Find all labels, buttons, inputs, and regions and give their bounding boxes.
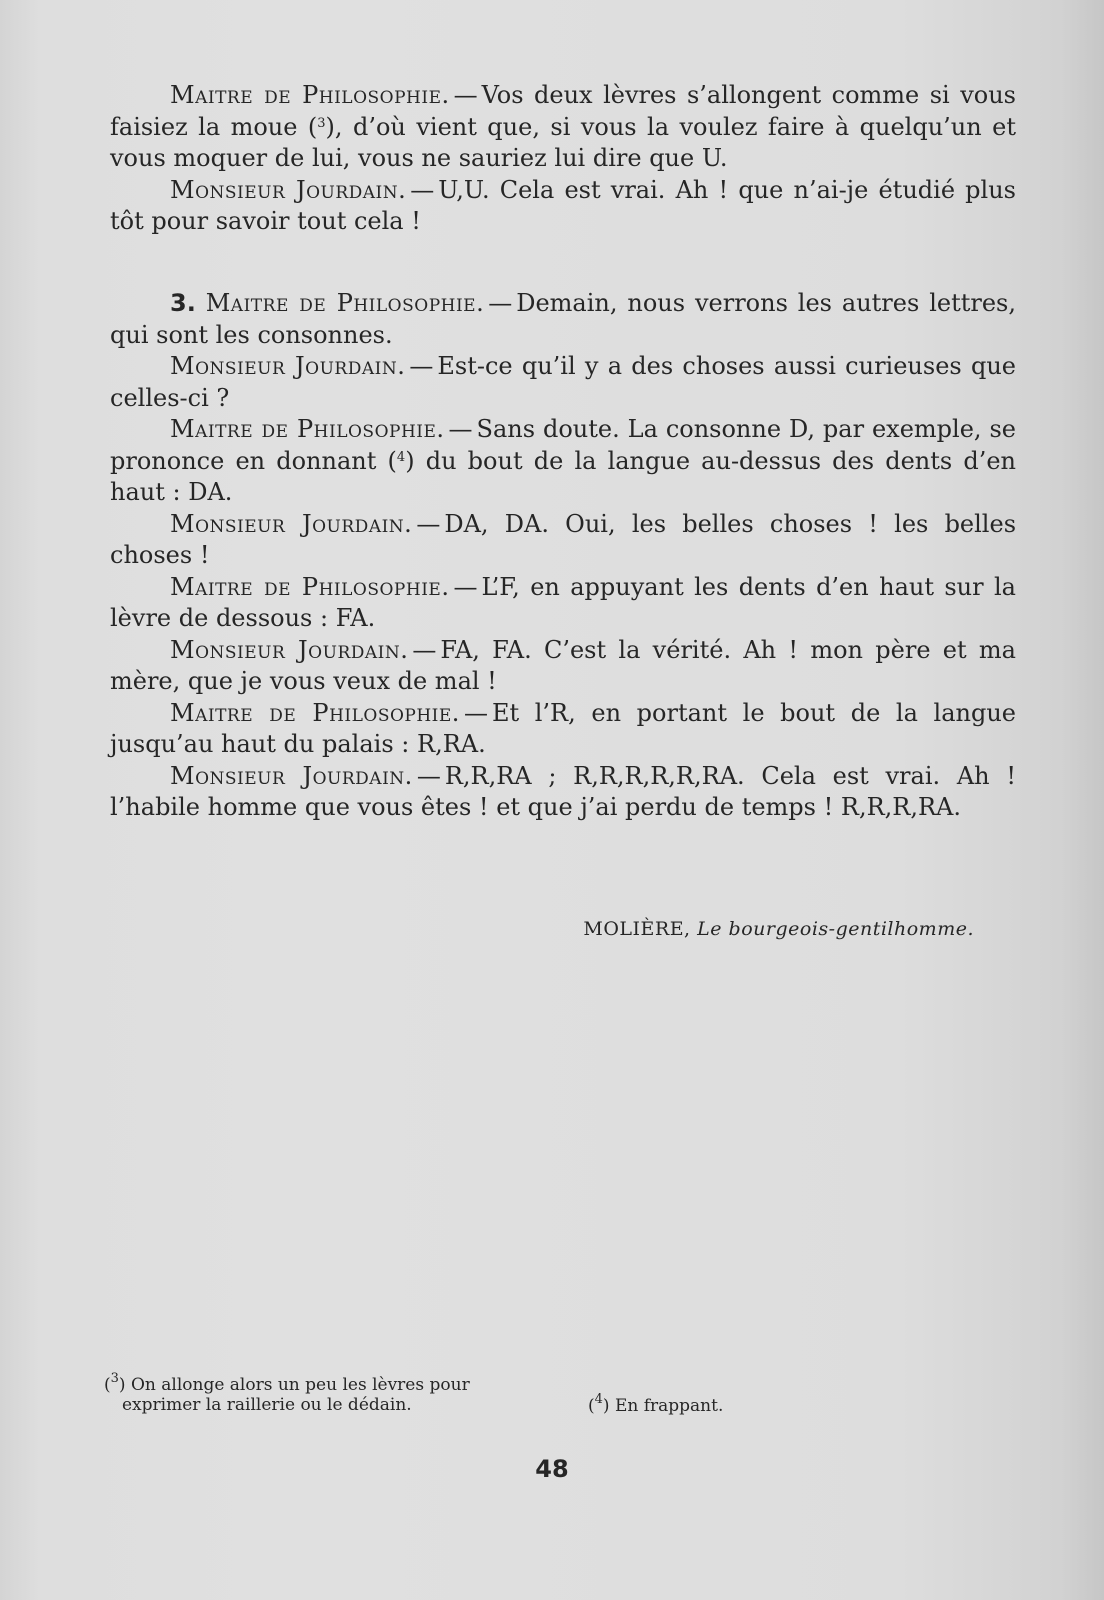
section-number: 3. xyxy=(170,289,196,317)
line-text: FA, FA. C’est la vérité. Ah ! mon père et ma mère, que je vous veux de mal ! xyxy=(110,635,1016,695)
page-number: 48 xyxy=(535,1455,569,1483)
line-text: Vos deux lèvres s’allongent comme si vous faisiez la moue xyxy=(110,81,1016,141)
dialogue-line xyxy=(110,351,1016,414)
dash: — xyxy=(410,175,435,204)
work-title: Le bourgeois-gentilhomme. xyxy=(697,918,974,940)
line-text: Sans doute. La consonne D, par exemple, se prononce en donnant xyxy=(110,415,1016,475)
speaker-name: Monsieur Jourdain. xyxy=(170,635,409,664)
attribution xyxy=(583,918,974,940)
speaker-name: Monsieur Jourdain. xyxy=(170,509,413,538)
footnote-ref: 4 xyxy=(396,449,406,465)
line-text: Est-ce qu’il y a des choses aussi curieuses que celles-ci ? xyxy=(110,352,1016,412)
dialogue-line xyxy=(110,572,1016,635)
dialogue-block-1 xyxy=(110,80,1016,238)
dash: — xyxy=(453,572,478,601)
dash: — xyxy=(412,635,437,664)
speaker-name: Maitre de Philosophie. xyxy=(170,81,450,109)
dash: — xyxy=(463,698,488,727)
footnote-text: On allonge alors un peu les lèvres pour xyxy=(130,1375,470,1395)
dialogue-line xyxy=(110,761,1016,824)
line-text: L’F, en appuyant les dents d’en haut sur la lèvre de dessous : FA. xyxy=(110,572,1016,632)
dialogue-line xyxy=(110,288,1016,351)
line-text: Demain, nous verrons les autres lettres, qui sont les consonnes. xyxy=(110,289,1016,349)
dialogue-block-2 xyxy=(110,288,1016,824)
speaker-name: Maitre de Philosophie. xyxy=(205,289,485,317)
dialogue-line xyxy=(110,175,1016,238)
dash: — xyxy=(416,761,441,790)
dialogue-line: Maitre de Philosophie. — Vos deux lèvres s’allongent comme si vous faisiez la moue ($^3$), d’où vient que, si vous la voulez faire à quelqu’un et vous moquer de lui, vous ne sauriez lui dire que U. xyxy=(110,81,1016,172)
line-text-cont: , d’où vient que, si vous la voulez faire à quelqu’un et vous moquer de lui, vous ne sauriez lui dire que U. xyxy=(110,112,1016,172)
dialogue-line xyxy=(110,509,1016,572)
dash: — xyxy=(448,415,473,443)
footnote-mark: 3 xyxy=(110,1371,119,1386)
speaker-name: Maitre de Philosophie. xyxy=(170,572,450,601)
line-text: Et l’R, en portant le bout de la langue jusqu’au haut du palais : R,RA. xyxy=(110,698,1016,758)
dash: — xyxy=(416,509,441,538)
speaker-name: Monsieur Jourdain. xyxy=(170,352,406,380)
dialogue-line xyxy=(110,635,1016,698)
footnote-3: ($^3$) On allonge alors un peu les lèvres pour exprimer la raillerie ou le dédain. xyxy=(104,1375,544,1415)
dash: — xyxy=(488,289,513,317)
line-text: DA, DA. Oui, les belles choses ! les belles choses ! xyxy=(110,509,1017,569)
line-text: U,U. Cela est vrai. Ah ! que n’ai-je étudié plus tôt pour savoir tout cela ! xyxy=(110,175,1016,235)
dialogue-line: Maitre de Philosophie. — Sans doute. La consonne D, par exemple, se prononce en donnant ($^4$) du bout de la langue au-dessus des dents d’en haut : DA. xyxy=(110,415,1016,506)
speaker-name: Monsieur Jourdain. xyxy=(170,761,413,790)
author-name: MOLIÈRE, xyxy=(583,918,691,940)
footnote-ref: 3 xyxy=(317,115,326,131)
speaker-name: Maitre de Philosophie. xyxy=(170,415,445,443)
line-text-cont: du bout de la langue au-dessus des dents d’en haut : DA. xyxy=(110,446,1016,506)
line-text: R,R,RA ; R,R,R,R,R,RA. Cela est vrai. Ah ! l’habile homme que vous êtes ! et que j’ai perdu de temps ! R,R,R,RA. xyxy=(110,761,1016,821)
footnote-4: ($^4$) En frappant. xyxy=(588,1392,724,1416)
footnote-mark: 4 xyxy=(594,1392,603,1407)
speaker-name: Maitre de Philosophie. xyxy=(170,698,460,727)
footnote-text-cont: exprimer la raillerie ou le dédain. xyxy=(122,1395,412,1415)
dash: — xyxy=(409,352,434,380)
dash: — xyxy=(453,81,478,109)
dialogue-line xyxy=(110,698,1016,761)
speaker-name: Monsieur Jourdain. xyxy=(170,175,407,204)
footnote-text: En frappant. xyxy=(614,1396,724,1416)
